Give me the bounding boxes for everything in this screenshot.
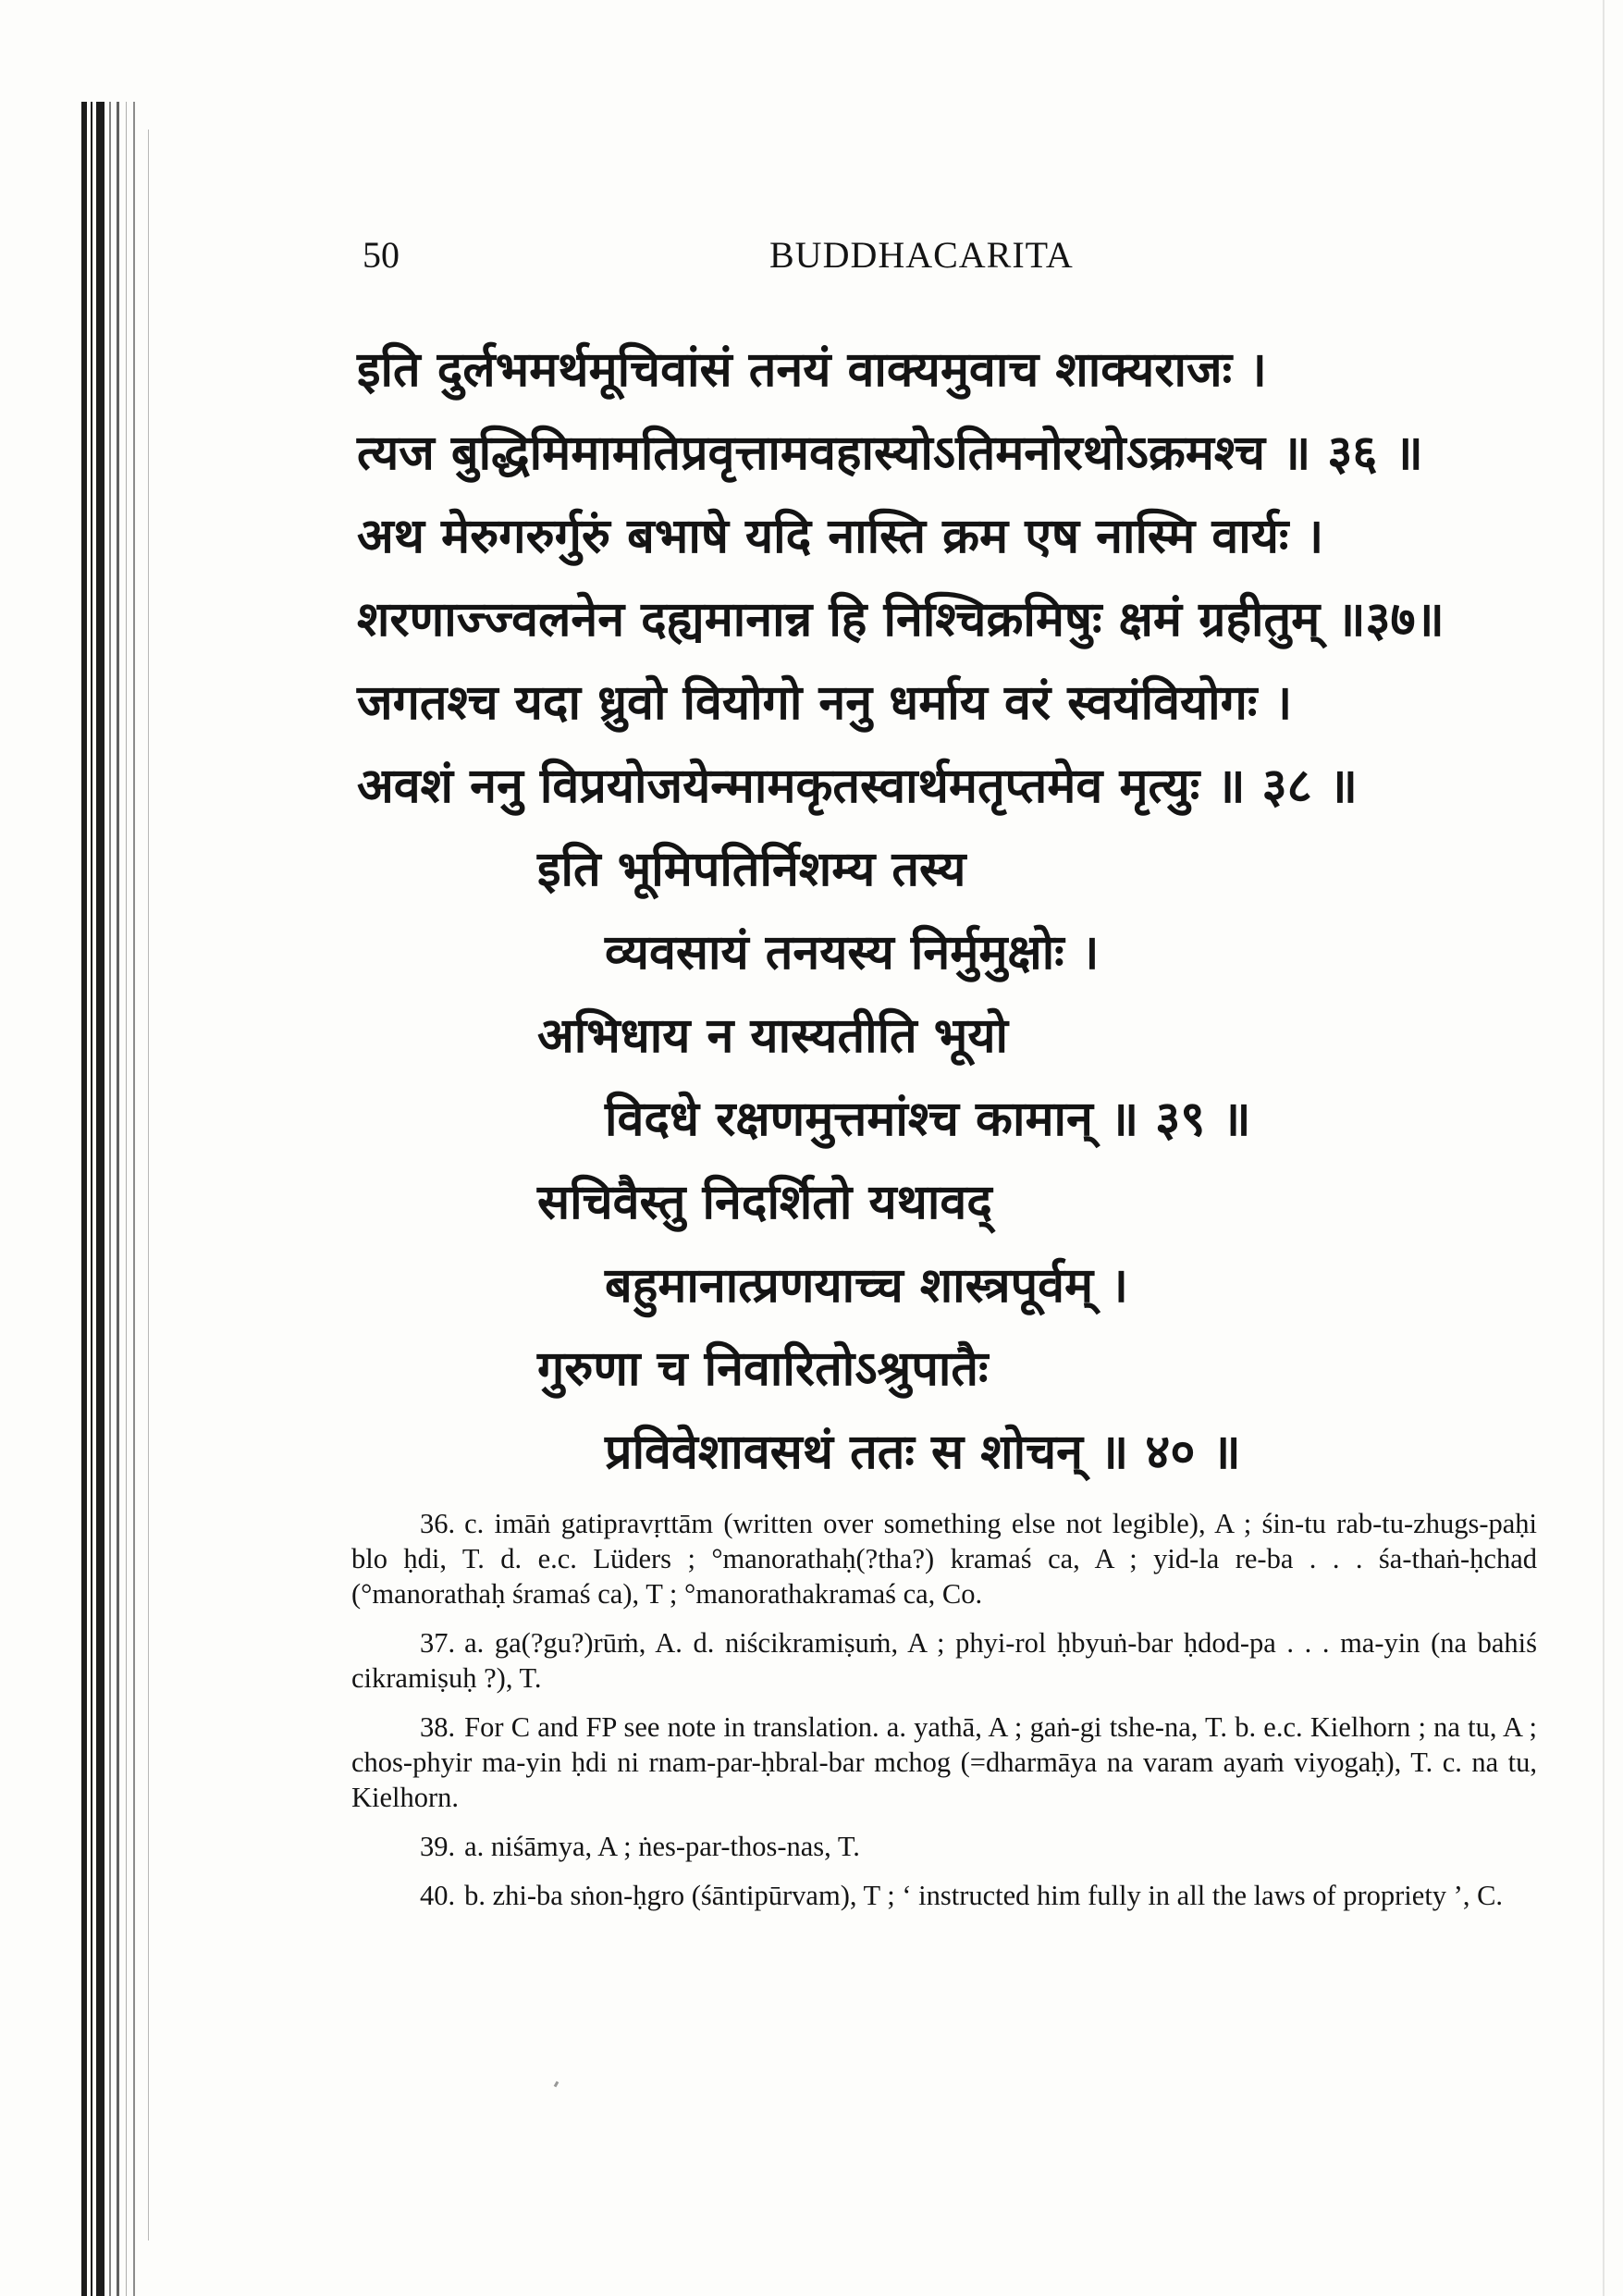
verse-line: त्यज बुद्धिमिमामतिप्रवृत्तामवहास्योऽतिमनोरथोऽक्रमश्च ॥ ३६ ॥ (357, 426, 1423, 481)
footnote-number: 40. (420, 1880, 456, 1911)
verse-line: सचिवैस्तु निदर्शितो यथावद् (537, 1175, 992, 1230)
scan-speck (554, 2081, 559, 2088)
footnote (351, 1829, 1537, 1864)
footnote-number: 37. (420, 1627, 456, 1659)
verse-line: विदधे रक्षणमुत्तमांश्च कामान् ॥ ३९ ॥ (605, 1092, 1251, 1147)
gutter-line (133, 102, 135, 2296)
footnote-text: a. ga(?gu?)rūṁ, A. d. niścikramiṣuṁ, A ; phyi-rol ḥbyuṅ-bar ḥdod-pa . . . ma-yin (na bahiś cikramiṣuḥ ?), T. (351, 1627, 1537, 1694)
gutter-line (109, 102, 111, 2296)
footnote-text: b. zhi-ba sṅon-ḥgro (śāntipūrvam), T ; ‘ instructed him fully in all the laws of propriety ’, C. (464, 1880, 1504, 1911)
gutter-line (126, 102, 127, 2296)
footnote-text: a. niśāmya, A ; ṅes-par-thos-nas, T. (464, 1831, 860, 1862)
gutter-line (81, 102, 87, 2296)
verse-line: गुरुणा च निवारितोऽश्रुपातैः (537, 1341, 989, 1397)
gutter-line (148, 130, 149, 2240)
gutter-line (96, 102, 105, 2296)
footnote (351, 1710, 1537, 1815)
page-edge (1603, 0, 1605, 2296)
footnote-number: 38. (420, 1711, 456, 1743)
footnotes (351, 1506, 1537, 1927)
footnote-number: 36. (420, 1508, 456, 1539)
footnote-number: 39. (420, 1831, 456, 1862)
verse-line: शरणाज्ज्वलनेन दह्यमानान्न हि निश्चिक्रमिषुः क्षमं ग्रहीतुम् ॥३७॥ (357, 592, 1445, 648)
verse-line: प्रविवेशावसथं ततः स शोचन् ॥ ४० ॥ (605, 1425, 1241, 1480)
verse-line: इति भूमिपतिर्निशम्य तस्य (537, 842, 966, 897)
gutter-line (91, 102, 92, 2296)
page-number: 50 (363, 234, 400, 276)
verse-line: अभिधाय न यास्यतीति भूयो (537, 1008, 1008, 1064)
verse-line: अवशं ननु विप्रयोजयेन्मामकृतस्वार्थमतृप्तमेव मृत्युः ॥ ३८ ॥ (357, 759, 1358, 814)
verse-line: इति दुर्लभमर्थमूचिवांसं तनयं वाक्यमुवाच शाक्यराजः । (357, 342, 1267, 398)
footnote (351, 1506, 1537, 1611)
verse-line: व्यवसायं तनयस्य निर्मुमुक्षोः । (605, 925, 1100, 981)
footnote (351, 1878, 1537, 1913)
verse-line: बहुमानात्प्रणयाच्च शास्त्रपूर्वम् । (605, 1258, 1128, 1314)
verse-line: अथ मेरुगरुर्गुरुं बभाषे यदि नास्ति क्रम एष नास्मि वार्यः । (357, 509, 1324, 564)
sanskrit-verses (357, 328, 1559, 1494)
footnote-text: c. imāṅ gatipravṛttām (written over something else not legible), A ; śin-tu rab-tu-zhugs-paḥi blo ḥdi, T. d. e.c. Lüders ; °manorathaḥ(?tha?) kramaś ca, A ; yid-la re-ba . . . śa-thaṅ-ḥchad (°manorathaḥ śramaś ca), T ; °manorathakramaś ca, Co. (351, 1508, 1537, 1610)
page-header (363, 233, 1537, 289)
gutter-line (117, 102, 119, 2296)
footnote-text: For C and FP see note in translation. a. yathā, A ; gaṅ-gi tshe-na, T. b. e.c. Kielhorn ; na tu, A ; chos-phyir ma-yin ḥdi ni rnam-par-ḥbral-bar mchog (=dharmāya na varam ayaṁ viyogaḥ), T. c. na tu, Kielhorn. (351, 1711, 1537, 1813)
verse-line: जगतश्च यदा ध्रुवो वियोगो ननु धर्माय वरं स्वयंवियोगः । (357, 675, 1293, 731)
footnote (351, 1625, 1537, 1696)
running-head: BUDDHACARITA (769, 234, 1074, 276)
